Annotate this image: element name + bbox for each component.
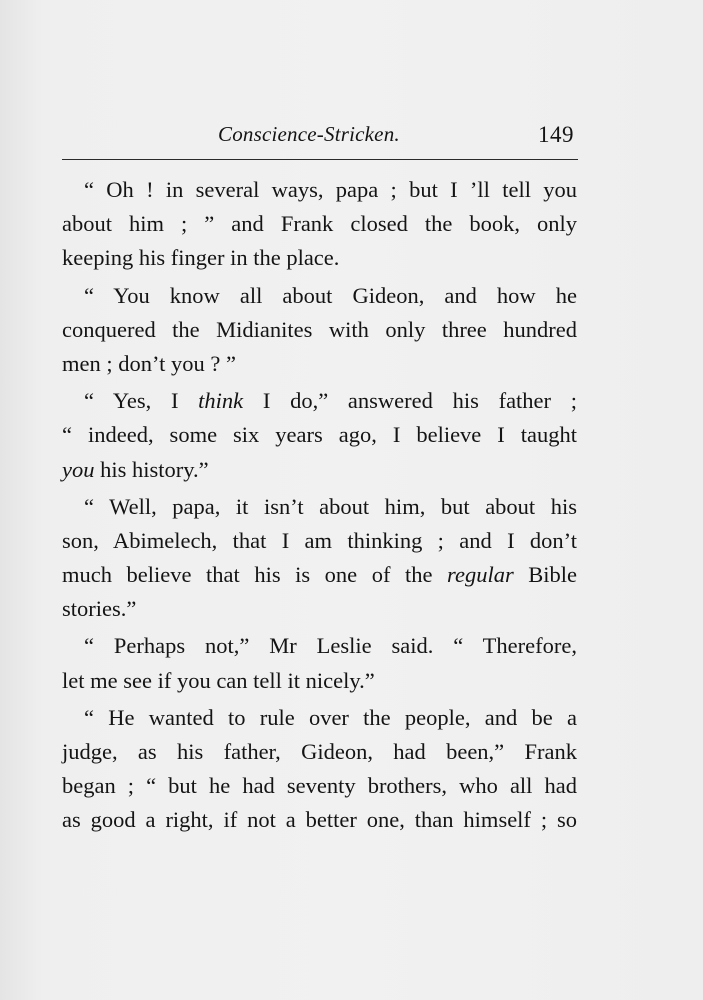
- emphasis-text: think: [198, 388, 244, 414]
- text-line: judge, as his father, Gideon, had been,” Frank: [62, 739, 577, 764]
- text-line: “ Well, papa, it isn’t about him, but about his: [84, 493, 577, 519]
- paragraph: [62, 701, 577, 838]
- page-number: 149: [538, 122, 574, 147]
- emphasis-text: you: [62, 456, 95, 482]
- text-line: as good a right, if not a better one, than himself ; so: [62, 807, 577, 833]
- text-line: conquered the Midianites with only three hundred: [62, 316, 577, 342]
- text-run: his history.”: [94, 456, 209, 482]
- paragraph: [62, 490, 577, 627]
- text-run: I do,” answered his father ;: [243, 388, 578, 414]
- text-line: [62, 558, 577, 592]
- text-run: “ Yes, I: [84, 388, 199, 414]
- text-line: began ; “ but he had seventy brothers, who all had: [62, 773, 577, 799]
- paragraph: [62, 384, 577, 487]
- page-header: [60, 118, 578, 158]
- paragraph: [62, 279, 577, 382]
- header-rule: [62, 159, 578, 160]
- text-run: Bible: [513, 562, 578, 588]
- text-line: [62, 453, 577, 487]
- text-line: son, Abimelech, that I am thinking ; and I don’t: [62, 527, 577, 553]
- text-line: stories.”: [62, 596, 137, 622]
- text-line: “ Oh ! in several ways, papa ; but I ’ll tell you: [84, 177, 577, 202]
- text-line: men ; don’t you ? ”: [62, 350, 236, 376]
- text-line: “ He wanted to rule over the people, and be a: [84, 704, 577, 730]
- paragraph: [62, 173, 577, 276]
- text-line: [62, 384, 577, 418]
- emphasis-text: regular: [447, 562, 514, 588]
- text-line: “ Perhaps not,” Mr Leslie said. “ Therefore,: [84, 633, 577, 659]
- paragraph: [62, 629, 577, 697]
- text-line: “ indeed, some six years ago, I believe I taught: [62, 422, 577, 448]
- text-line: keeping his finger in the place.: [62, 245, 340, 271]
- running-title: Conscience-Stricken.: [218, 122, 400, 146]
- text-line: let me see if you can tell it nicely.”: [62, 667, 375, 693]
- text-run: much believe that his is one of the: [62, 562, 448, 588]
- text-line: “ You know all about Gideon, and how he: [84, 282, 577, 308]
- text-line: about him ; ” and Frank closed the book, only: [62, 211, 577, 237]
- body-text: [62, 173, 577, 841]
